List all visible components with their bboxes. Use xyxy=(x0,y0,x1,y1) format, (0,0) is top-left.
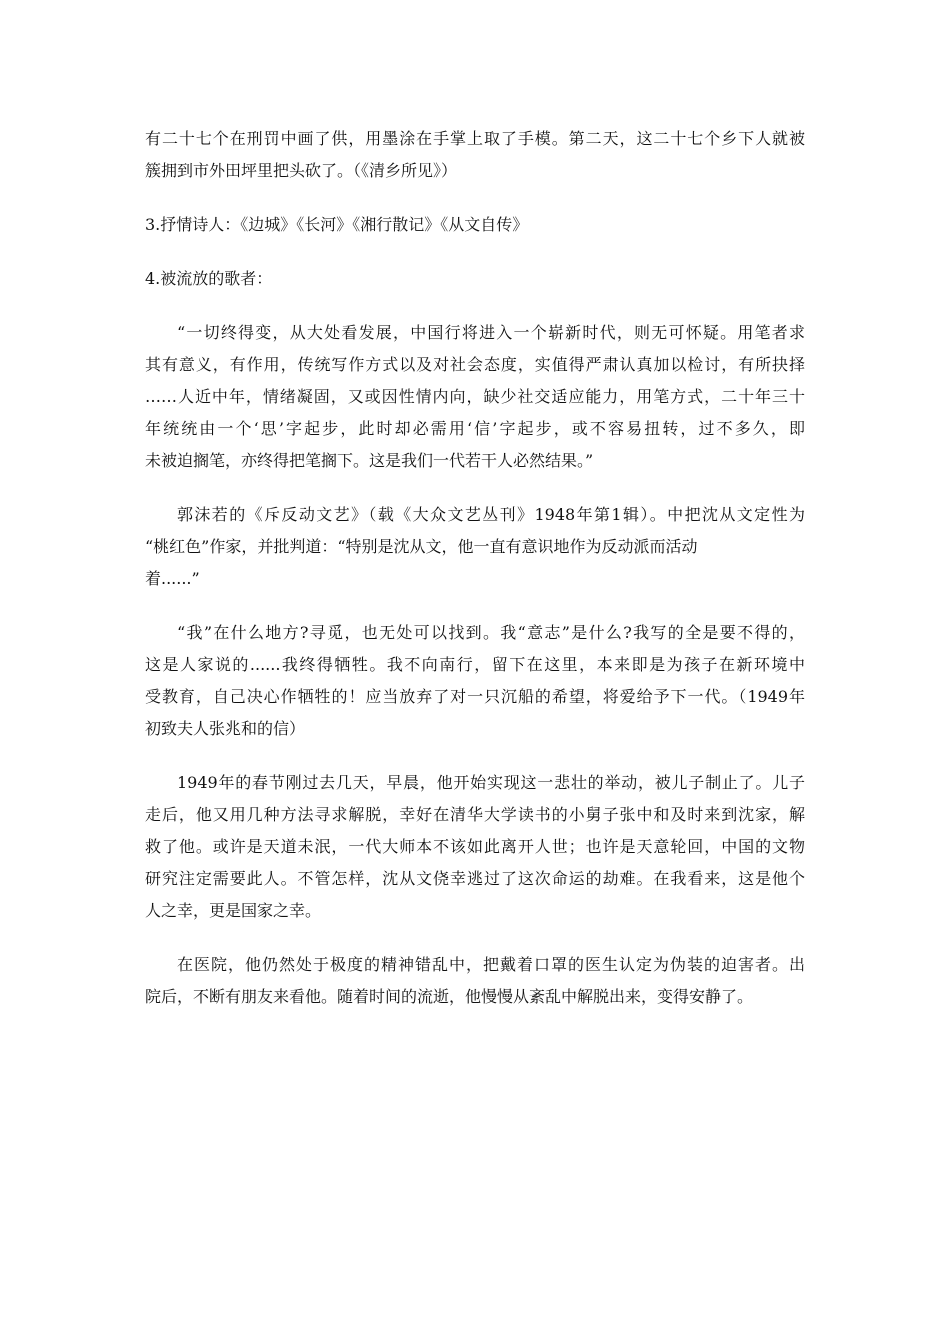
text-line: 3.抒情诗人：《边城》《长河》《湘行散记》《从文自传》 xyxy=(145,215,529,234)
text-line: “桃红色”作家，并批判道：“特别是沈从文，他一直有意识地作为反动派而活动 xyxy=(145,537,698,556)
paragraph-hospital xyxy=(145,949,805,1013)
text-line: 受教育，自己决心作牺牲的！应当放弃了对一只沉船的希望，将爱给予下一代。（1949年 xyxy=(145,687,805,706)
text-line: 救了他。或许是天道未泯，一代大师本不该如此离开人世；也许是天意轮回，中国的文物 xyxy=(145,837,805,856)
text-line: “我”在什么地方?寻觅，也无处可以找到。我“意志”是什么?我写的全是要不得的， xyxy=(177,623,805,642)
paragraph-letter-1949 xyxy=(145,617,805,745)
text-line: “一切终得变，从大处看发展，中国行将进入一个崭新时代，则无可怀疑。用笔者求 xyxy=(177,323,805,342)
text-line: ……人近中年，情绪凝固，又或因性情内向，缺少社交适应能力，用笔方式，二十年三十 xyxy=(145,387,805,406)
text-line: 研究注定需要此人。不管怎样，沈从文侥幸逃过了这次命运的劫难。在我看来，这是他个 xyxy=(145,869,805,888)
text-line: 走后，他又用几种方法寻求解脱，幸好在清华大学读书的小舅子张中和及时来到沈家，解 xyxy=(145,805,805,824)
text-line: 有二十七个在刑罚中画了供，用墨涂在手掌上取了手模。第二天，这二十七个乡下人就被 xyxy=(145,129,805,148)
text-line: 郭沫若的《斥反动文艺》（载《大众文艺丛刊》1948年第1辑）。中把沈从文定性为 xyxy=(177,505,805,524)
text-line: 其有意义，有作用，传统写作方式以及对社会态度，实值得严肃认真加以检讨，有所抉择 xyxy=(145,355,805,374)
paragraph-guo-moruo xyxy=(145,499,805,595)
paragraph-qingxiang xyxy=(145,123,805,187)
text-line: 1949年的春节刚过去几天，早晨，他开始实现这一悲壮的举动，被儿子制止了。儿子 xyxy=(177,773,805,792)
text-line: 4.被流放的歌者： xyxy=(145,269,273,288)
text-line: 年统统由一个‘思’字起步，此时却必需用‘信’字起步，或不容易扭转，过不多久，即 xyxy=(145,419,805,438)
text-line: 这是人家说的......我终得牺牲。我不向南行，留下在这里，本来即是为孩子在新环境中 xyxy=(145,655,805,674)
text-line: 初致夫人张兆和的信） xyxy=(145,719,306,738)
text-line: 着......” xyxy=(145,569,200,588)
text-line: 在医院，他仍然处于极度的精神错乱中，把戴着口罩的医生认定为伪装的迫害者。出 xyxy=(177,955,805,974)
text-line: 簇拥到市外田坪里把头砍了。（《清乡所见》） xyxy=(145,161,458,180)
text-line: 未被迫搁笔，亦终得把笔搁下。这是我们一代若干人必然结果。” xyxy=(145,451,594,470)
quote-shen-letter xyxy=(145,317,805,477)
document-body xyxy=(145,123,805,1013)
text-line: 人之幸，更是国家之幸。 xyxy=(145,901,322,920)
paragraph-spring-1949 xyxy=(145,767,805,927)
text-line: 院后，不断有朋友来看他。随着时间的流逝，他慢慢从紊乱中解脱出来，变得安静了。 xyxy=(145,987,754,1006)
heading-lyric-poet xyxy=(145,209,805,241)
heading-exiled-singer xyxy=(145,263,805,295)
